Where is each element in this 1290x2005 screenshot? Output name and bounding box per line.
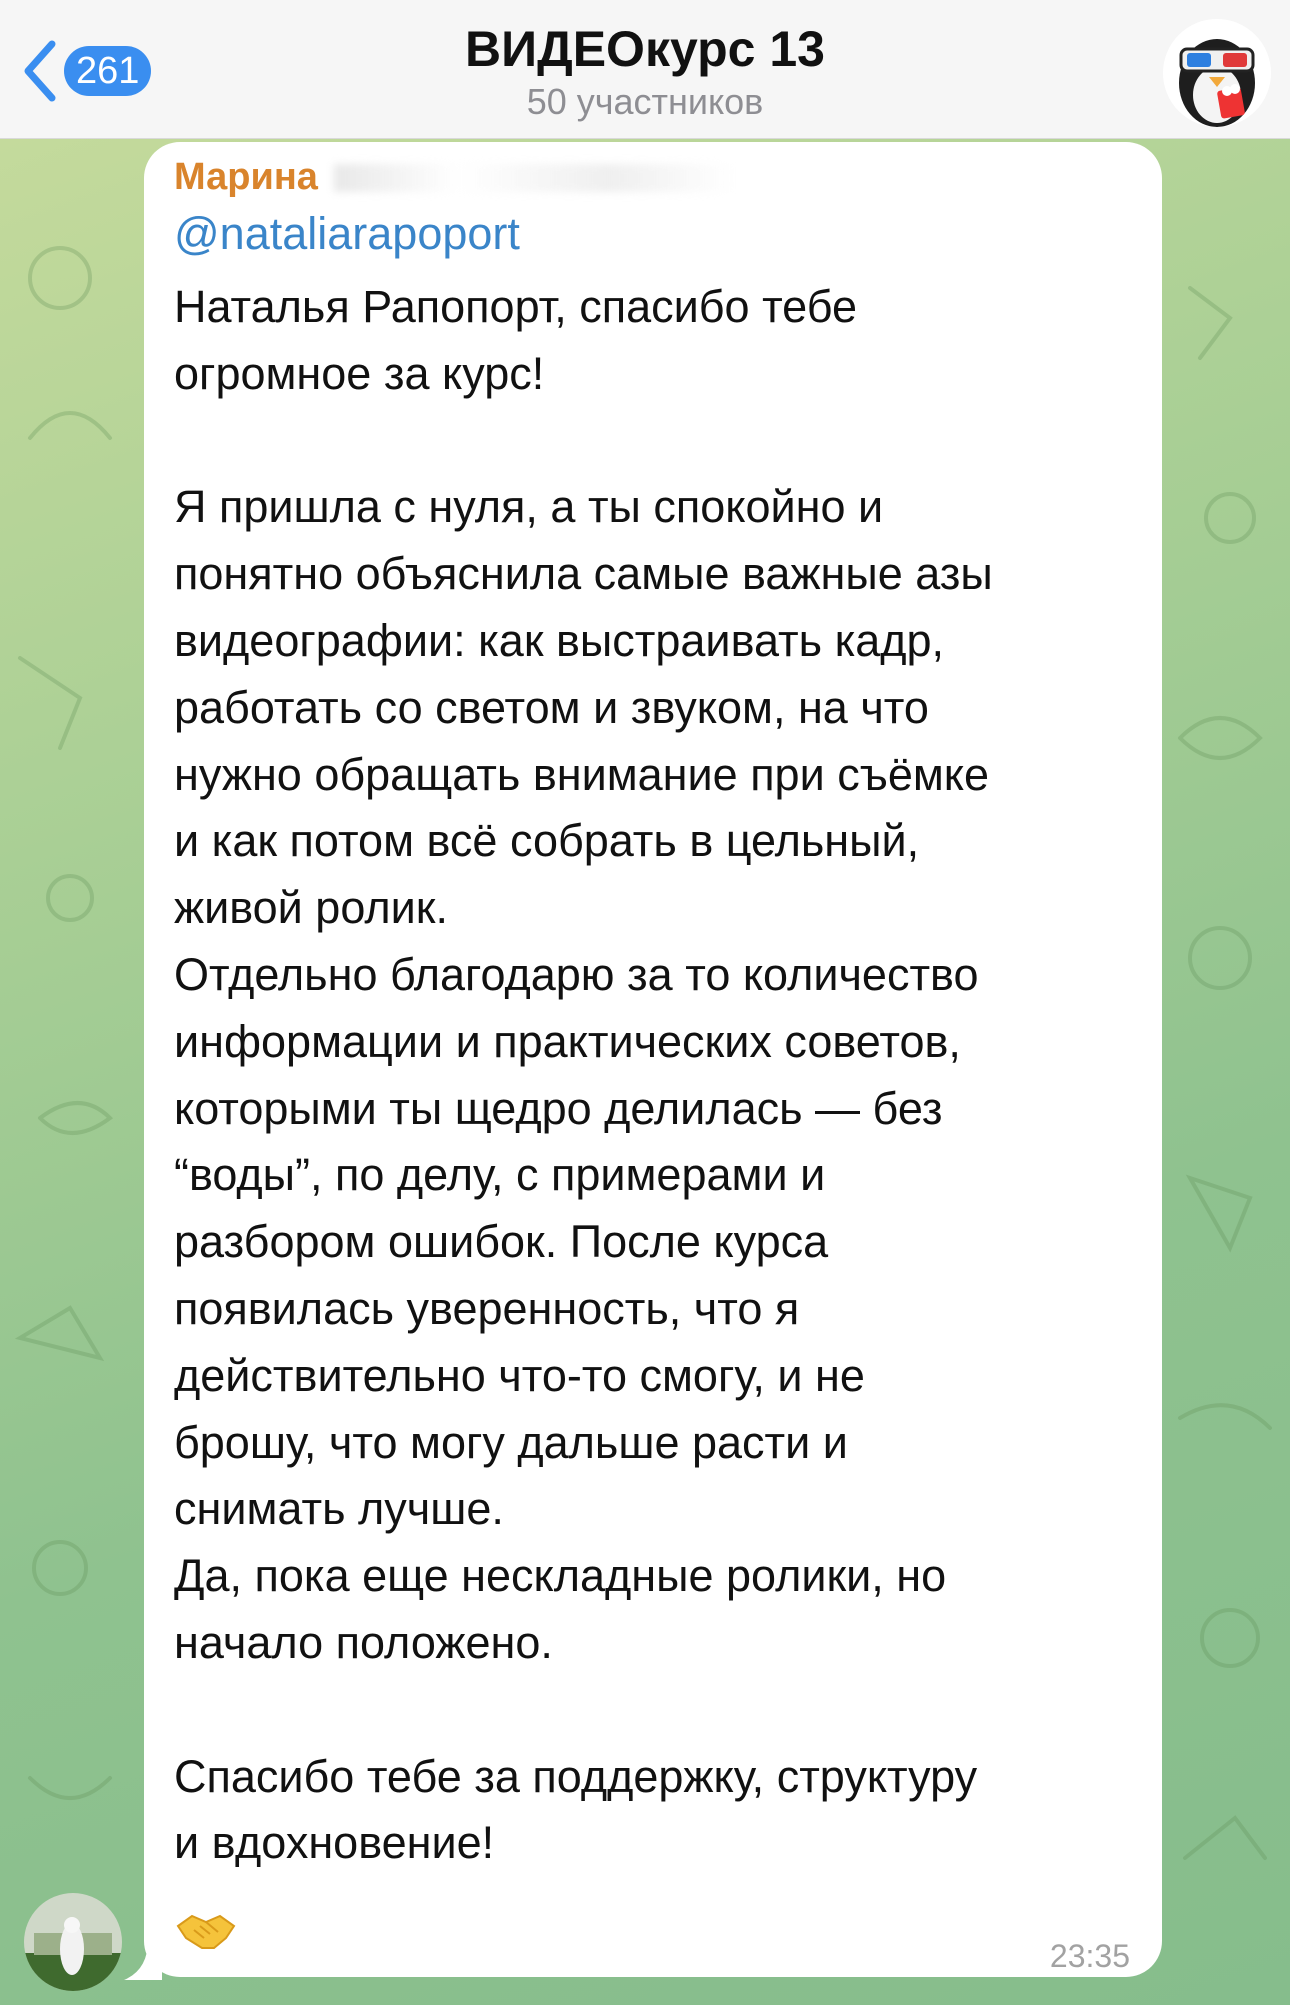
message-line: и как потом всё собрать в цельный,	[174, 815, 920, 867]
message-line: начало положено.	[174, 1616, 553, 1668]
message-line: огромное за курс!	[174, 347, 545, 399]
chat-header	[0, 0, 1290, 139]
message-bubble[interactable]	[144, 142, 1162, 1977]
chevron-left-icon	[20, 36, 60, 106]
message-line: информации и практических советов,	[174, 1015, 961, 1067]
group-avatar[interactable]	[1163, 19, 1271, 127]
message-line: Да, пока еще нескладные ролики, но	[174, 1550, 947, 1602]
message-time: 23:35	[1049, 1938, 1130, 1974]
message-line: живой ролик.	[174, 882, 448, 934]
message-line: “воды”, по делу, с примерами и	[174, 1149, 826, 1201]
chat-title-area[interactable]	[345, 18, 945, 124]
message-line: понятно объяснила самые важные азы	[174, 548, 993, 600]
message-author[interactable]: Марина	[174, 156, 318, 198]
message-line: Наталья Рапопорт, спасибо тебе	[174, 281, 857, 332]
handshake-icon	[174, 1908, 238, 1956]
members-count: 50 участников	[526, 81, 764, 122]
message-line: Спасибо тебе за поддержку, структуру	[174, 1750, 978, 1802]
message-line: появилась уверенность, что я	[174, 1282, 800, 1334]
message-line: брошу, что могу дальше расти и	[174, 1416, 848, 1468]
message-text	[174, 274, 1134, 1877]
message-line: снимать лучше.	[174, 1483, 504, 1535]
sender-avatar[interactable]	[24, 1893, 122, 1991]
message-blank-line	[174, 1677, 1134, 1744]
message-line: Я пришла с нуля, а ты спокойно и	[174, 481, 884, 533]
penguin-3d-glasses-avatar-icon	[1163, 19, 1271, 127]
message-line: которыми ты щедро делилась — без	[174, 1082, 943, 1134]
message-line: работать со светом и звуком, на что	[174, 681, 929, 733]
message-line: видеографии: как выстраивать кадр,	[174, 614, 945, 666]
back-button[interactable]	[20, 36, 151, 106]
chat-title: ВИДЕОкурс 13	[465, 21, 825, 77]
author-name-redacted	[334, 164, 834, 192]
message-line: действительно что-то смогу, и не	[174, 1349, 865, 1401]
unread-count-badge: 261	[64, 46, 151, 96]
message-line: и вдохновение!	[174, 1817, 495, 1869]
message-blank-line	[174, 408, 1134, 475]
message-line: Отдельно благодарю за то количество	[174, 948, 979, 1000]
sender-photo-icon	[24, 1893, 122, 1991]
message-line: нужно обращать внимание при съёмке	[174, 748, 990, 800]
message-mention-link[interactable]: @nataliarapoport	[174, 208, 520, 259]
message-line: разбором ошибок. После курса	[174, 1216, 829, 1268]
